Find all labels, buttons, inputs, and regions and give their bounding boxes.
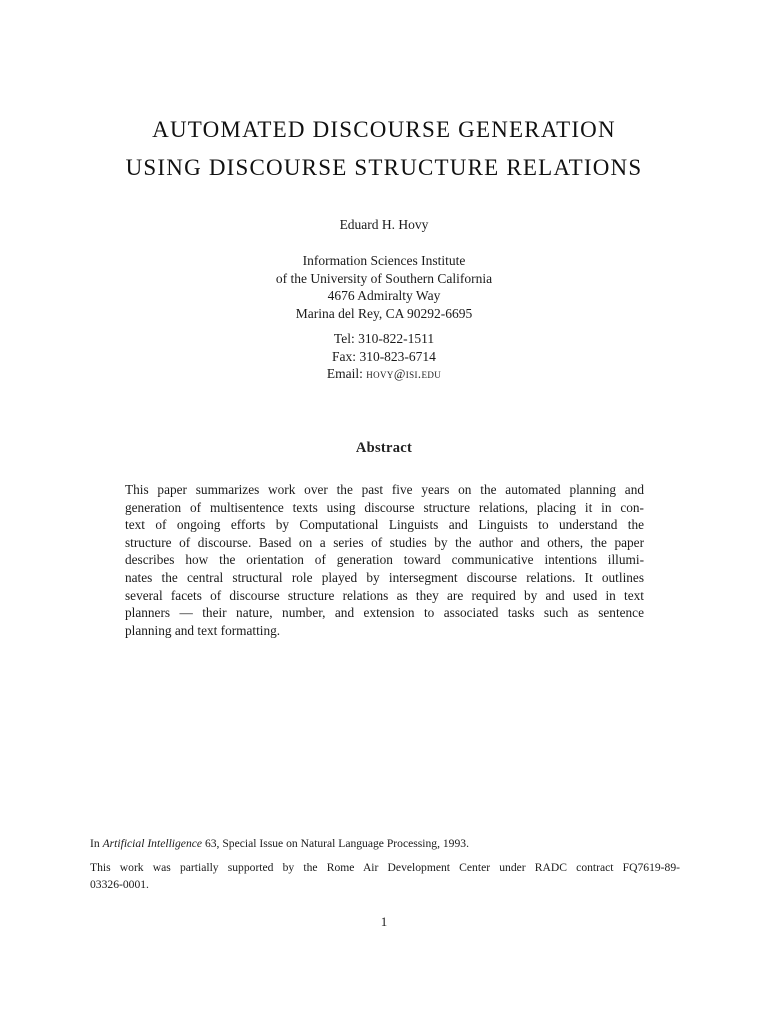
funding-note <box>90 859 680 893</box>
abstract-line: structure of discourse. Based on a series of studies by the author and others, the paper <box>125 534 644 550</box>
funding-note-line: 03326-0001. <box>90 878 149 891</box>
page-number: 1 <box>380 914 388 929</box>
journal-name: Artificial Intelligence <box>102 837 203 850</box>
affiliation-line: 4676 Admiralty Way <box>327 288 441 303</box>
telephone-label: Tel: <box>333 331 355 346</box>
fax-row <box>0 348 768 366</box>
abstract-heading: Abstract <box>355 440 413 456</box>
abstract-line: This paper summarizes work over the past five years on the automated planning and <box>125 482 644 497</box>
funding-note-line: This work was partially supported by the Rome Air Development Center under RADC contract FQ7619-89- <box>90 861 680 874</box>
email-row <box>0 365 768 384</box>
contact-block <box>0 330 768 384</box>
publication-note <box>90 835 680 852</box>
abstract-line: nates the central structural role played by intersegment discourse relations. It outlines <box>125 569 644 585</box>
telephone-number: 310-822-1511 <box>358 331 435 346</box>
abstract-line: planners — their nature, number, and extension to associated tasks such as sentence <box>125 605 644 621</box>
paper-title-line-2: USING DISCOURSE STRUCTURE RELATIONS <box>125 155 643 180</box>
email-label: Email: <box>326 366 363 381</box>
abstract-line: describes how the orientation of generation toward communicative intentions illumi- <box>125 552 644 568</box>
telephone-row <box>0 330 768 348</box>
publication-note-prefix: In <box>90 837 103 850</box>
abstract-line: several facets of discourse structure relations as they are required by and used in text <box>125 587 644 603</box>
fax-number: 310-823-6714 <box>359 348 436 364</box>
affiliation-block <box>0 252 768 322</box>
publication-note-details: 63, Special Issue on Natural Language Processing, 1993. <box>202 837 469 850</box>
abstract-line: generation of multisentence texts using discourse structure relations, placing it in con- <box>125 499 644 515</box>
affiliation-line: Information Sciences Institute <box>302 253 466 268</box>
author-name: Eduard H. Hovy <box>339 217 429 232</box>
affiliation-line: Marina del Rey, CA 90292-6695 <box>295 305 473 321</box>
email-address: hovy@isi.edu <box>366 367 442 381</box>
abstract-line: text of ongoing efforts by Computational Linguists and Linguists to understand the <box>125 517 644 533</box>
affiliation-line: of the University of Southern California <box>275 270 493 286</box>
paper-title-line-1: AUTOMATED DISCOURSE GENERATION <box>152 117 616 142</box>
abstract-line: planning and text formatting. <box>125 622 281 638</box>
abstract-body <box>125 481 644 639</box>
fax-label: Fax: <box>332 348 357 364</box>
